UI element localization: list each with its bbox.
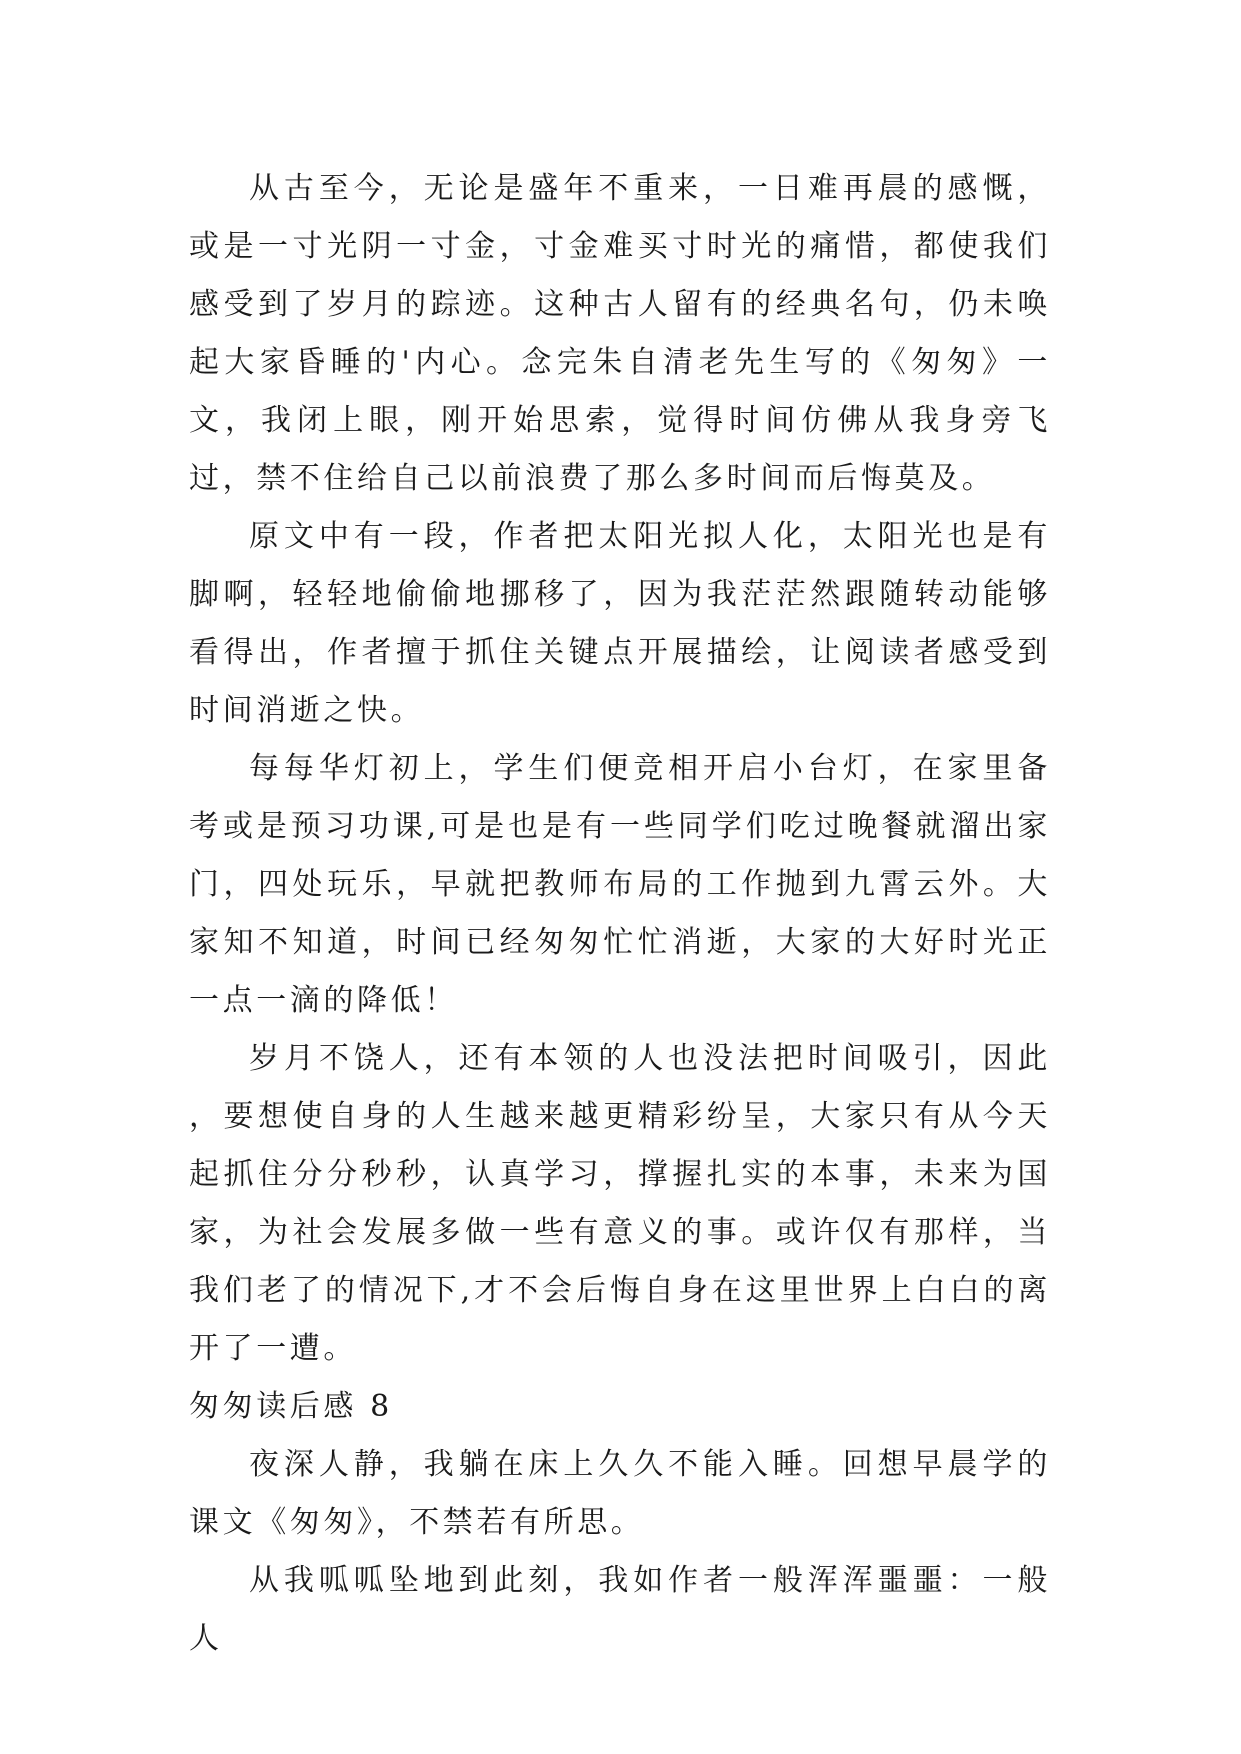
document-body [189, 160, 1051, 1668]
paragraph-5: 夜深人静，我躺在床上久久不能入睡。回想早晨学的课文《匆匆》，不禁若有所思。 [189, 1447, 1051, 1540]
section-title: 匆匆读后感 8 [189, 1389, 393, 1424]
paragraph-4: 岁月不饶人，还有本领的人也没法把时间吸引，因此 ，要想使自身的人生越来越更精彩纷呈，大家只有从今天起抓住分分秒秒，认真学习，撑握扎实的本事，未来为国家，为社会发展多做一些有意义的事。或许仅有那样，当我们老了的情况下,才不会后悔自身在这里世界上白白的离开了一遭。 [189, 1041, 1051, 1366]
paragraph-6: 从我呱呱坠地到此刻，我如作者一般浑浑噩噩：一般人 [189, 1563, 1051, 1656]
paragraph-2: 原文中有一段，作者把太阳光拟人化，太阳光也是有脚啊，轻轻地偷偷地挪移了，因为我茫茫然跟随转动能够看得出，作者擅于抓住关键点开展描绘，让阅读者感受到时间消逝之快。 [189, 519, 1051, 728]
paragraph-1: 从古至今，无论是盛年不重来，一日难再晨的感慨，或是一寸光阴一寸金，寸金难买寸时光的痛惜，都使我们感受到了岁月的踪迹。这种古人留有的经典名句，仍未唤起大家昏睡的'内心。念完朱自清老先生写的《匆匆》一文，我闭上眼，刚开始思索，觉得时间仿佛从我身旁飞过，禁不住给自己以前浪费了那么多时间而后悔莫及。 [189, 171, 1051, 496]
paragraph-3: 每每华灯初上，学生们便竞相开启小台灯，在家里备考或是预习功课,可是也是有一些同学们吃过晚餐就溜出家门，四处玩乐，早就把教师布局的工作抛到九霄云外。大家知不知道，时间已经匆匆忙忙消逝，大家的大好时光正一点一滴的降低！ [189, 751, 1051, 1018]
